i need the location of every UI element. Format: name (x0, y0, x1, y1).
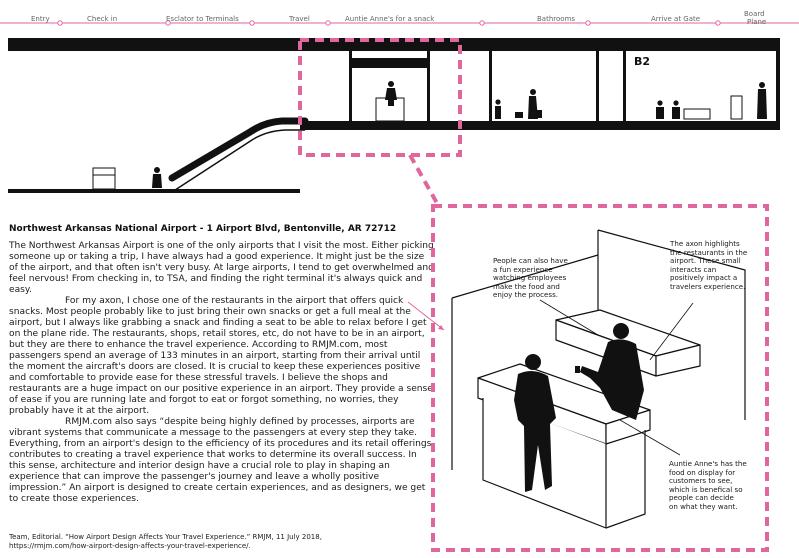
stage-check-in: Check in (87, 15, 118, 23)
pointer-arrow (408, 302, 444, 330)
article-paragraph: RMJM.com also says “despite being highly defined by processes, airports are vibrant systems that communicate a message to the passengers at every step they take. Everything, from an airport's design to the efficiency of its procedures and its retail offerings, contributes to creating a travel experience that works to determine its overall success. In this sense, architecture and interior design have a crucial role to play in shaping an experience that can improve the passenger's journey and leave a wholly positive impression.” An airport is designed to create certain experiences, and as designers, we get to create those experiences. (9, 417, 435, 504)
stage-travel: Travel (289, 15, 310, 23)
stage-escalator: Esclator to Terminals (166, 15, 239, 23)
annotation-employees: People can also have a fun experience watching employees make the food and enjoy the process. (493, 256, 568, 300)
stage-bathrooms: Bathrooms (537, 15, 576, 23)
gate-label: B2 (634, 55, 651, 68)
citation-url: https://rmjm.com/how-airport-design-affects-your-travel-experience/. (9, 541, 251, 550)
annotation-axon: The axon highlights the restaurants in the airport. These small interacts can positively impact a travelers experience. (670, 239, 748, 291)
annotation-display: Auntie Anne's has the food on display for customers to see, which is benefical so people can decide on what they want. (669, 459, 747, 511)
article-paragraph: The Northwest Arkansas Airport is one of the only airports that I visit the most. Either picking someone up or taking a trip, I have always had a good experience. It might just be the size of the airport, and that often isn't very busy. At large airports, I tend to get overwhelmed and feel nervous! From checking in, to TSA, and finding the right terminal it's always quick and easy. (9, 241, 434, 295)
article-heading: Northwest Arkansas National Airport - 1 Airport Blvd, Bentonville, AR 72712 (9, 224, 397, 234)
stage-arrive-gate: Arrive at Gate (651, 15, 701, 23)
stage-entry: Entry (31, 15, 50, 23)
stage-board: Board (744, 10, 765, 18)
stage-plane: Plane (747, 18, 767, 26)
stage-auntie-annes: Auntie Anne's for a snack (345, 15, 435, 23)
citation-line: Team, Editorial. “How Airport Design Affects Your Travel Experience.” RMJM, 11 July 2018, (9, 533, 322, 541)
snack-cup (575, 366, 580, 373)
article-paragraph: For my axon, I chose one of the restaurants in the airport that offers quick snacks. Most people probably like to just bring their own snacks or get a full meal at the airport, but I always like grabbing a snack and finding a seat to be able to relax before I get on the plane ride. The restaurants, shops, retail stores, etc, do not have to be in an airport, but they are there to enhance the travel experience. According to RMJM.com, most passengers spend an average of 133 minutes in an airport, starting from their arrival until the moment the aircraft's doors are closed. It is crucial to keep these experiences positive and comfortable to provide ease for these stressful travels. I believe the shops and restaurants are a huge impact on our positive experience in an airport. They provide a sense of ease if you are running late and forgot to eat or forgot something, no worries, they probably have it at the airport. (9, 296, 433, 416)
